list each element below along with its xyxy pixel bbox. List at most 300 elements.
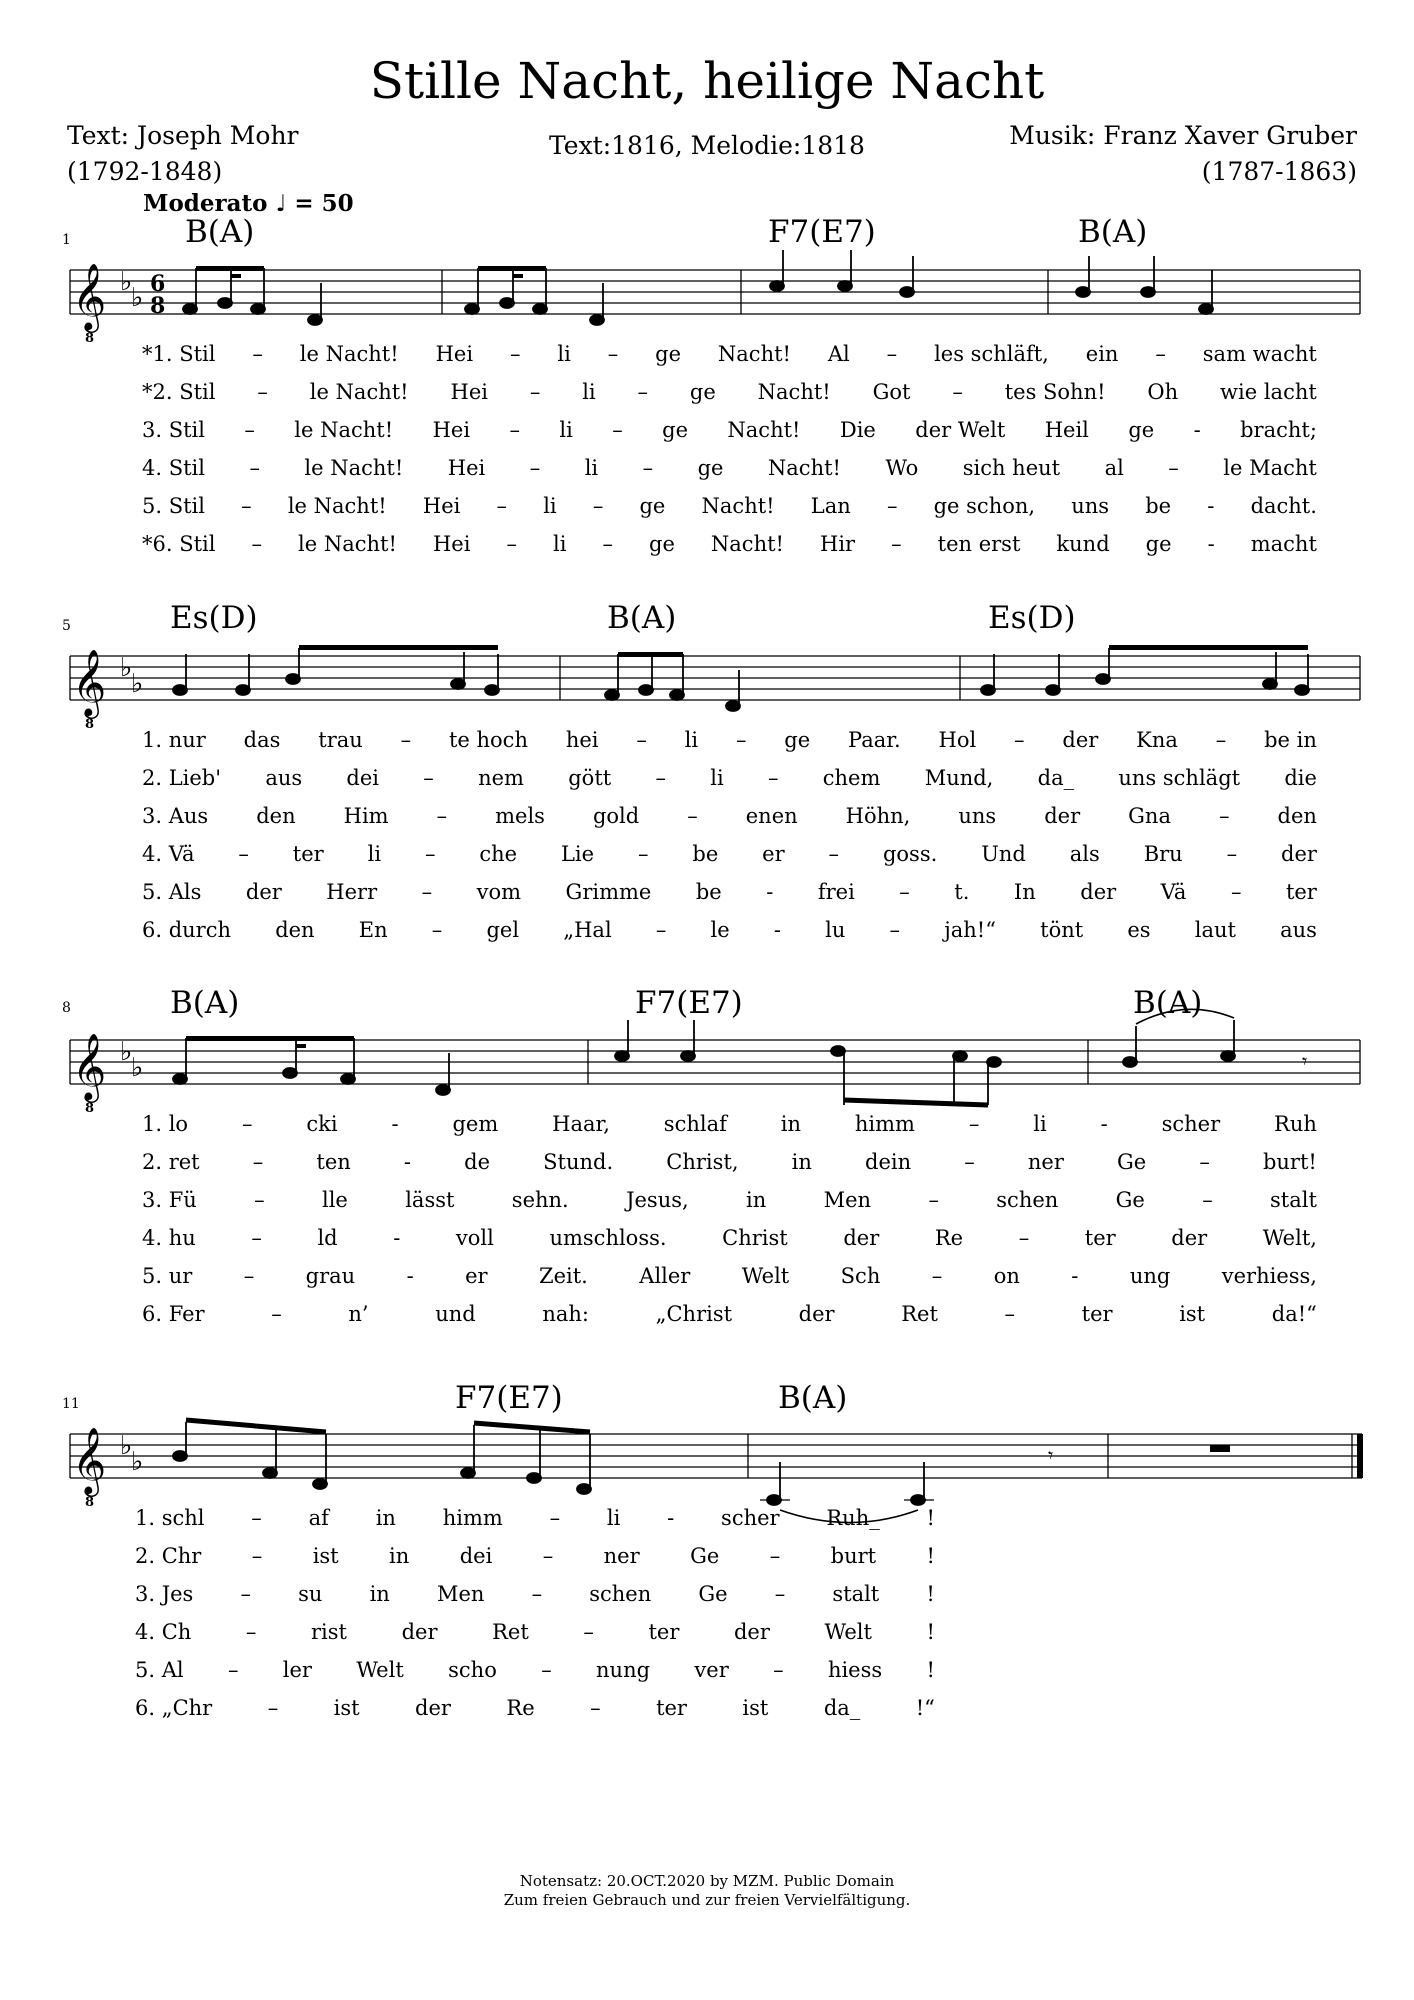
lyric-syllable: 4. Stil — [142, 456, 205, 480]
lyric-syllable: dein — [865, 1150, 912, 1174]
lyric-syllable: Men — [823, 1188, 872, 1212]
lyric-syllable: in — [375, 1506, 396, 1530]
lyric-syllable: stalt — [1270, 1188, 1317, 1212]
text-author-years: (1792-1848) — [67, 157, 223, 186]
lyric-syllable: ten erst — [937, 532, 1021, 556]
lyric-syllable: verhiess, — [1221, 1264, 1317, 1288]
lyric-syllable: den — [1277, 804, 1317, 828]
lyric-line — [142, 1150, 1317, 1174]
lyric-syllable: – — [607, 342, 619, 366]
lyric-syllable: tes Sohn! — [1004, 380, 1106, 404]
lyric-syllable: der — [798, 1302, 835, 1326]
lyric-line — [142, 418, 1317, 442]
lyric-syllable: – — [436, 804, 448, 828]
lyric-syllable: – — [509, 342, 521, 366]
lyric-syllable: – — [249, 456, 260, 480]
lyric-syllable: – — [774, 1582, 786, 1606]
lyric-syllable: Paar. — [848, 728, 901, 752]
staff-system-2 — [0, 625, 1414, 745]
lyric-syllable: aus — [265, 766, 303, 790]
lyric-syllable: - — [403, 1150, 412, 1174]
lyric-syllable: dei — [459, 1544, 493, 1568]
lyric-syllable: – — [238, 842, 249, 866]
lyric-syllable: lu — [825, 918, 846, 942]
lyric-syllable: 3. Aus — [142, 804, 209, 828]
lyric-syllable: – — [952, 380, 963, 404]
lyric-syllable: der — [1281, 842, 1317, 866]
lyric-syllable: goss. — [882, 842, 938, 866]
lyric-syllable: – — [899, 880, 910, 904]
lyric-syllable: Ge — [698, 1582, 728, 1606]
lyric-syllable: – — [886, 342, 898, 366]
lyric-syllable: – — [241, 1112, 253, 1136]
staff-system-3 — [0, 1010, 1414, 1130]
lyric-syllable: – — [271, 1302, 282, 1326]
svg-text:6: 6 — [150, 271, 166, 297]
lyric-syllable: Ge — [1117, 1150, 1147, 1174]
lyric-syllable: Vä — [1160, 880, 1187, 904]
lyric-syllable: scher — [721, 1506, 780, 1530]
lyric-syllable: Welt, — [1262, 1226, 1317, 1250]
lyric-syllable: – — [245, 1620, 257, 1644]
lyric-syllable: ist — [1179, 1302, 1206, 1326]
lyric-syllable: in — [780, 1112, 802, 1136]
lyric-syllable: nah: — [542, 1302, 589, 1326]
lyric-syllable: ter — [1285, 880, 1317, 904]
lyric-syllable: li — [553, 532, 567, 556]
lyric-syllable: und — [435, 1302, 476, 1326]
lyric-syllable: – — [423, 766, 434, 790]
lyric-syllable: 5. Stil — [142, 494, 205, 518]
lyric-syllable: schen — [996, 1188, 1059, 1212]
lyric-syllable: stalt — [832, 1582, 880, 1606]
lyric-syllable: Mund, — [924, 766, 994, 790]
svg-text:♭: ♭ — [131, 669, 144, 699]
lyric-syllable: lle — [322, 1188, 348, 1212]
lyric-syllable: – — [1219, 804, 1230, 828]
lyric-syllable: be in — [1264, 728, 1317, 752]
lyric-syllable: schen — [589, 1582, 652, 1606]
lyric-syllable: der Welt — [915, 418, 1006, 442]
lyric-syllable: ner — [1027, 1150, 1064, 1174]
lyric-syllable: in — [389, 1544, 410, 1568]
lyric-syllable: ist — [312, 1544, 339, 1568]
lyric-syllable: – — [642, 456, 654, 480]
lyric-syllable: ge — [784, 728, 811, 752]
lyric-syllable: le Nacht! — [287, 494, 387, 518]
lyric-syllable: ge — [639, 494, 666, 518]
lyric-syllable: Kna — [1136, 728, 1178, 752]
lyric-syllable: - — [393, 1226, 401, 1250]
lyric-syllable: – — [509, 418, 520, 442]
lyric-syllable: ein — [1085, 342, 1119, 366]
lyric-line — [142, 342, 1317, 366]
lyric-syllable: – — [637, 842, 649, 866]
lyric-syllable: es — [1127, 918, 1151, 942]
treble-clef-icon: 𝄞 — [72, 1032, 107, 1100]
svg-text:♭: ♭ — [120, 1037, 133, 1067]
lyric-syllable: 5. Al — [135, 1658, 184, 1682]
lyric-line — [142, 532, 1317, 556]
lyric-syllable: al — [1104, 456, 1124, 480]
lyric-syllable: – — [583, 1620, 594, 1644]
lyric-syllable: tönt — [1040, 918, 1084, 942]
chord-symbol: F7(E7) — [768, 214, 876, 250]
svg-text:𝄾: 𝄾 — [1048, 1443, 1054, 1467]
lyric-syllable: li — [559, 418, 573, 442]
lyric-syllable: – — [252, 342, 263, 366]
svg-text:8: 8 — [85, 717, 95, 732]
lyric-syllable: enen — [745, 804, 798, 828]
lyric-syllable: – — [687, 804, 698, 828]
lyric-syllable: – — [244, 418, 255, 442]
lyric-syllable: – — [637, 380, 649, 404]
lyric-syllable: ter — [292, 842, 324, 866]
lyric-syllable: – — [1199, 1150, 1210, 1174]
lyric-syllable: Welt — [741, 1264, 790, 1288]
lyric-syllable: – — [531, 1582, 543, 1606]
lyric-syllable: li — [543, 494, 557, 518]
lyric-syllable: 2. Chr — [135, 1544, 202, 1568]
lyric-syllable: – — [400, 728, 412, 752]
lyric-syllable: der — [1080, 880, 1117, 904]
lyric-syllable: Christ — [722, 1226, 788, 1250]
lyric-syllable: bracht; — [1240, 418, 1317, 442]
lyric-syllable: ge — [689, 380, 716, 404]
lyric-syllable: Höhn, — [845, 804, 911, 828]
lyric-syllable: ter — [656, 1696, 687, 1720]
lyric-syllable: be — [1145, 494, 1172, 518]
chord-symbol: Es(D) — [170, 600, 258, 636]
lyric-line — [142, 918, 1317, 942]
svg-text:♭: ♭ — [120, 267, 133, 297]
lyric-syllable: Ret — [901, 1302, 938, 1326]
lyric-syllable: – — [1014, 728, 1025, 752]
lyric-syllable: Ruh — [1274, 1112, 1317, 1136]
lyric-syllable: er — [762, 842, 785, 866]
lyric-syllable: ung — [1129, 1264, 1171, 1288]
lyric-syllable: li — [710, 766, 724, 790]
lyric-syllable: su — [298, 1582, 323, 1606]
lyric-syllable: den — [256, 804, 296, 828]
lyric-syllable: himm — [854, 1112, 915, 1136]
lyric-line — [142, 380, 1317, 404]
lyric-syllable: – — [769, 1544, 781, 1568]
lyric-syllable: 6. „Chr — [135, 1696, 213, 1720]
lyric-syllable: – — [549, 1506, 561, 1530]
lyric-syllable: li — [606, 1506, 621, 1530]
lyric-syllable: macht — [1250, 532, 1317, 556]
lyric-syllable: t. — [954, 880, 970, 904]
lyric-syllable: - — [766, 880, 774, 904]
lyric-syllable: 6. durch — [142, 918, 232, 942]
lyric-syllable: *6. Stil — [142, 532, 216, 556]
lyric-line — [135, 1582, 935, 1606]
lyric-syllable: – — [592, 494, 604, 518]
svg-text:8: 8 — [150, 293, 166, 319]
lyric-syllable: - — [1193, 418, 1201, 442]
music-author: Musik: Franz Xaver Gruber — [1009, 121, 1357, 150]
lyric-syllable: ge schon, — [933, 494, 1036, 518]
lyric-syllable: ist — [742, 1696, 769, 1720]
lyric-syllable: be — [695, 880, 722, 904]
lyric-syllable: Hol — [938, 728, 977, 752]
lyric-syllable: in — [746, 1188, 767, 1212]
lyric-line — [142, 804, 1317, 828]
lyric-syllable: Ge — [1115, 1188, 1145, 1212]
lyric-syllable: der — [245, 880, 282, 904]
lyric-syllable: sich heut — [962, 456, 1061, 480]
lyric-syllable: Oh — [1147, 380, 1179, 404]
lyric-syllable: Haar, — [552, 1112, 610, 1136]
lyric-syllable: - — [1207, 494, 1215, 518]
lyric-syllable: 1. schl — [135, 1506, 205, 1530]
lyric-syllable: ten — [316, 1150, 351, 1174]
lyric-syllable: Hei — [450, 380, 488, 404]
lyric-syllable: ! — [926, 1544, 935, 1568]
lyric-syllable: *2. Stil — [142, 380, 216, 404]
lyric-line — [135, 1696, 935, 1720]
svg-text:♭: ♭ — [131, 283, 144, 313]
lyric-syllable: Al — [827, 342, 850, 366]
lyric-line — [142, 1302, 1317, 1326]
lyric-syllable: Men — [436, 1582, 485, 1606]
lyric-syllable: in — [791, 1150, 812, 1174]
music-author-years: (1787-1863) — [1201, 157, 1357, 186]
lyric-syllable: das — [243, 728, 281, 752]
lyric-syllable: der — [843, 1226, 880, 1250]
lyric-line — [135, 1544, 935, 1568]
lyric-syllable: der — [1044, 804, 1081, 828]
lyric-syllable: rist — [311, 1620, 347, 1644]
lyric-syllable: – — [240, 1582, 251, 1606]
lyric-syllable: - — [1100, 1112, 1108, 1136]
lyric-syllable: 4. Vä — [142, 842, 195, 866]
lyric-syllable: Hei — [432, 532, 471, 556]
lyric-syllable: Heil — [1044, 418, 1089, 442]
lyric-syllable: Jesus, — [626, 1188, 689, 1212]
lyric-line — [135, 1620, 935, 1644]
measure-number: 1 — [62, 232, 71, 248]
lyric-line — [142, 880, 1317, 904]
lyric-syllable: Hei — [447, 456, 486, 480]
lyric-syllable: himm — [442, 1506, 503, 1530]
lyric-syllable: – — [1226, 842, 1238, 866]
lyric-line — [142, 494, 1317, 518]
lyric-syllable: ge — [655, 342, 681, 366]
lyric-syllable: – — [590, 1696, 601, 1720]
lyric-syllable: – — [251, 1226, 262, 1250]
lyric-syllable: Bru — [1143, 842, 1183, 866]
lyric-syllable: li — [684, 728, 699, 752]
lyric-syllable: le Nacht! — [309, 380, 409, 404]
lyric-syllable: ge — [697, 456, 724, 480]
lyric-syllable: – — [251, 1506, 262, 1530]
lyric-line — [142, 766, 1317, 790]
lyric-syllable: hiess — [827, 1658, 883, 1682]
lyric-syllable: Ruh_ — [826, 1506, 880, 1530]
lyric-syllable: – — [251, 1544, 263, 1568]
lyric-line — [142, 1188, 1317, 1212]
lyric-syllable: Stund. — [543, 1150, 614, 1174]
lyric-syllable: Hei — [422, 494, 461, 518]
lyric-syllable: scher — [1161, 1112, 1221, 1136]
lyric-syllable: – — [1215, 728, 1227, 752]
lyric-syllable: – — [542, 1544, 554, 1568]
lyric-syllable: ge — [1145, 532, 1172, 556]
lyric-syllable: Nacht! — [767, 456, 841, 480]
lyric-syllable: uns — [958, 804, 997, 828]
lyric-line — [135, 1658, 935, 1682]
lyric-line — [142, 1264, 1317, 1288]
lyric-syllable: aus — [1280, 918, 1317, 942]
lyric-syllable: be — [692, 842, 719, 866]
lyric-syllable: 3. Fü — [142, 1188, 197, 1212]
lyric-syllable: er — [465, 1264, 488, 1288]
lyric-syllable: ! — [926, 1506, 935, 1530]
lyric-syllable: 1. nur — [142, 728, 206, 752]
lyric-syllable: te hoch — [448, 728, 528, 752]
lyric-syllable: ! — [926, 1582, 935, 1606]
lyric-syllable: - — [1207, 532, 1215, 556]
lyric-syllable: le — [710, 918, 730, 942]
lyric-syllable: wie lacht — [1220, 380, 1317, 404]
lyric-syllable: Sch — [840, 1264, 881, 1288]
lyric-syllable: sehn. — [511, 1188, 569, 1212]
chord-symbol: F7(E7) — [455, 1380, 563, 1416]
treble-clef-icon: 𝄞 — [72, 262, 107, 330]
lyric-syllable: sam wacht — [1202, 342, 1317, 366]
lyric-syllable: – — [424, 842, 436, 866]
lyric-syllable: – — [241, 494, 252, 518]
lyric-syllable: „Hal — [563, 918, 612, 942]
lyric-syllable: – — [928, 1188, 939, 1212]
lyric-syllable: – — [886, 494, 898, 518]
lyric-syllable: Lan — [810, 494, 851, 518]
lyric-line — [142, 1226, 1317, 1250]
lyric-syllable: – — [227, 1658, 239, 1682]
page-title: Stille Nacht, heilige Nacht — [369, 52, 1045, 110]
lyric-syllable: – — [735, 728, 747, 752]
lyric-syllable: Re — [934, 1226, 964, 1250]
lyric-syllable: vom — [476, 880, 522, 904]
chord-symbol: B(A) — [170, 985, 240, 1021]
lyric-syllable: – — [257, 380, 268, 404]
lyric-syllable: Herr — [326, 880, 378, 904]
lyric-syllable: scho — [448, 1658, 497, 1682]
lyric-syllable: – — [1155, 342, 1166, 366]
lyric-syllable: ld — [317, 1226, 338, 1250]
lyric-syllable: – — [655, 766, 666, 790]
lyric-syllable: Hei — [432, 418, 471, 442]
footer-line-1: Notensatz: 20.OCT.2020 by MZM. Public Domain — [519, 1872, 895, 1890]
lyric-syllable: les schläft, — [934, 342, 1049, 366]
lyric-syllable: nem — [478, 766, 524, 790]
lyric-syllable: – — [496, 494, 508, 518]
lyric-syllable: – — [968, 1112, 980, 1136]
lyric-syllable: – — [252, 1150, 264, 1174]
lyric-syllable: Him — [343, 804, 389, 828]
lyric-syllable: als — [1069, 842, 1100, 866]
lyric-syllable: – — [655, 918, 667, 942]
lyric-syllable: da!“ — [1271, 1302, 1317, 1326]
lyric-syllable: – — [529, 380, 541, 404]
lyric-syllable: der — [733, 1620, 770, 1644]
lyric-syllable: 4. hu — [142, 1226, 196, 1250]
footer-line-2: Zum freien Gebrauch und zur freien Vervielfältigung. — [503, 1891, 911, 1909]
lyric-syllable: - — [391, 1112, 399, 1136]
lyric-syllable: – — [431, 918, 443, 942]
staff-system-4 — [0, 1405, 1414, 1525]
lyric-syllable: Nacht! — [710, 532, 784, 556]
lyric-syllable: gött — [568, 766, 612, 790]
lyric-syllable: – — [1018, 1226, 1030, 1250]
chord-symbol: F7(E7) — [635, 985, 743, 1021]
lyric-syllable: li — [582, 380, 596, 404]
lyric-syllable: voll — [455, 1226, 494, 1250]
chord-symbol: B(A) — [185, 214, 255, 250]
lyric-syllable: den — [275, 918, 315, 942]
lyric-syllable: 1. lo — [142, 1112, 189, 1136]
svg-text:8: 8 — [85, 1101, 95, 1116]
lyric-syllable: – — [612, 418, 623, 442]
lyric-syllable: le Nacht! — [298, 532, 397, 556]
lyric-syllable: 3. Stil — [142, 418, 205, 442]
lyric-syllable: ner — [603, 1544, 640, 1568]
lyric-syllable: li — [367, 842, 382, 866]
lyric-syllable: af — [308, 1506, 329, 1530]
measure-number: 8 — [62, 1000, 71, 1016]
lyric-syllable: Welt — [824, 1620, 872, 1644]
lyric-syllable: *1. Stil — [142, 342, 216, 366]
svg-text:♭: ♭ — [120, 653, 133, 683]
lyric-syllable: – — [541, 1658, 552, 1682]
lyric-syllable: da_ — [1037, 766, 1075, 790]
lyric-syllable: – — [828, 842, 840, 866]
lyric-syllable: le Nacht! — [304, 456, 404, 480]
lyric-syllable: En — [358, 918, 388, 942]
lyric-syllable: - — [1071, 1264, 1079, 1288]
treble-clef-icon: 𝄞 — [72, 1426, 107, 1494]
chord-symbol: Es(D) — [988, 600, 1076, 636]
lyric-syllable: Nacht! — [727, 418, 801, 442]
lyric-syllable: Re — [506, 1696, 535, 1720]
chord-symbol: B(A) — [1133, 985, 1203, 1021]
lyric-syllable: der — [1171, 1226, 1208, 1250]
lyric-syllable: – — [1202, 1188, 1213, 1212]
lyric-line — [142, 842, 1317, 866]
svg-text:♭: ♭ — [131, 1447, 144, 1477]
lyric-syllable: ist — [333, 1696, 360, 1720]
lyric-syllable: 5. Als — [142, 880, 202, 904]
lyric-syllable: Nacht! — [701, 494, 775, 518]
lyric-syllable: jah!“ — [944, 918, 996, 942]
lyric-syllable: on — [993, 1264, 1020, 1288]
lyric-syllable: Wo — [885, 456, 919, 480]
chord-symbol: B(A) — [778, 1380, 848, 1416]
tempo-marking: Moderato ♩ = 50 — [143, 190, 354, 217]
lyric-syllable: ge — [1128, 418, 1155, 442]
lyric-syllable: 2. ret — [142, 1150, 200, 1174]
lyric-syllable: – — [267, 1696, 279, 1720]
lyric-syllable: 2. Lieb' — [142, 766, 222, 790]
lyric-syllable: kund — [1056, 532, 1110, 556]
lyric-syllable: n’ — [348, 1302, 369, 1326]
lyric-syllable: – — [767, 766, 779, 790]
lyric-syllable: – — [1004, 1302, 1016, 1326]
lyric-syllable: frei — [817, 880, 855, 904]
lyric-syllable: chem — [822, 766, 881, 790]
